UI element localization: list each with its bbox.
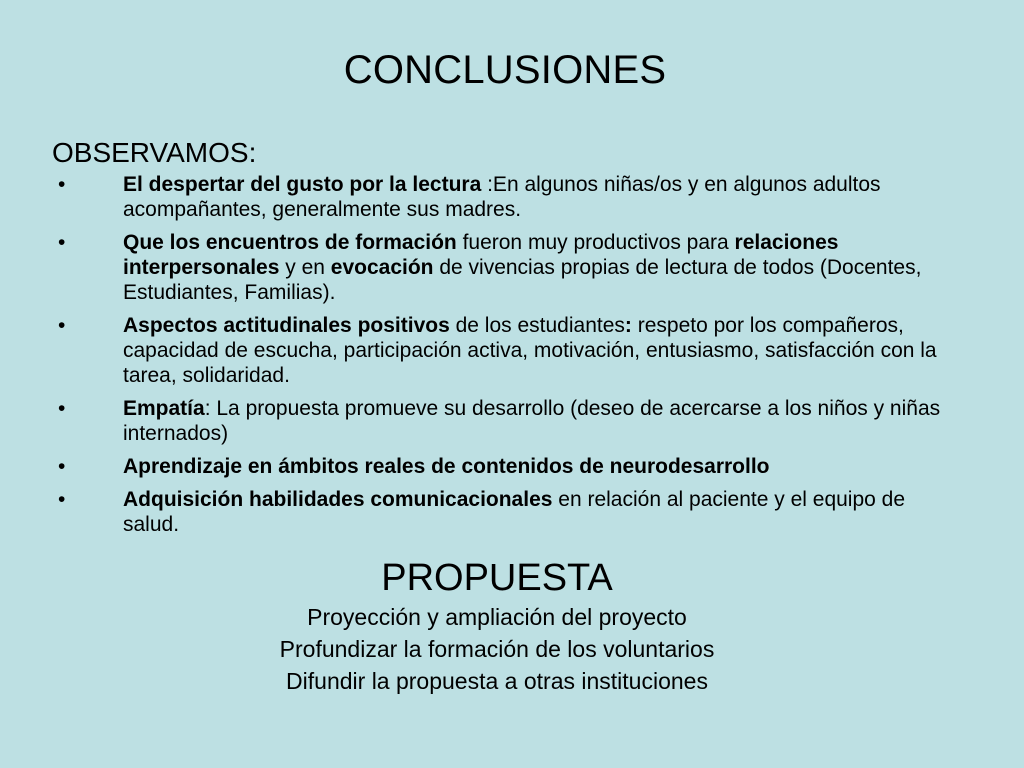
slide-title: CONCLUSIONES bbox=[343, 48, 667, 92]
bullet-icon: • bbox=[58, 314, 66, 337]
bullet-icon: • bbox=[58, 397, 66, 420]
observation-bold-text: Empatía bbox=[123, 397, 205, 420]
observations-list bbox=[52, 172, 952, 545]
observation-bold-text: evocación bbox=[330, 256, 434, 279]
proposal-line: Proyección y ampliación del proyecto bbox=[307, 604, 687, 630]
observation-text: y en bbox=[279, 256, 331, 279]
observation-item bbox=[52, 172, 952, 222]
proposal-title: PROPUESTA bbox=[381, 557, 613, 599]
observation-text: respeto por los compañeros, capacidad de escucha, participación activa, motivación, entusiasmo, satisfacción con la tarea, solidaridad. bbox=[123, 314, 937, 387]
bullet-icon: • bbox=[58, 488, 66, 511]
observation-bold-text: Adquisición habilidades comunicacionales bbox=[123, 488, 553, 511]
proposal-line: Profundizar la formación de los voluntarios bbox=[279, 636, 715, 662]
observation-bold-text: Aprendizaje en ámbitos reales de contenidos de neurodesarrollo bbox=[123, 455, 770, 478]
observation-bold-text: Que los encuentros de formación bbox=[123, 231, 457, 254]
observation-text: :En algunos niñas/os y en algunos adultos acompañantes, generalmente sus madres. bbox=[123, 173, 881, 221]
observation-text: : La propuesta promueve su desarrollo (deseo de acercarse a los niños y niñas internados) bbox=[123, 397, 941, 445]
observation-text: de los estudiantes bbox=[449, 314, 625, 337]
observation-text: fueron muy productivos para bbox=[456, 231, 735, 254]
observation-item bbox=[52, 454, 952, 479]
observation-text: de vivencias propias de lectura de todos (Docentes, Estudiantes, Familias). bbox=[123, 256, 922, 304]
observation-bold-text: relaciones interpersonales bbox=[123, 231, 839, 279]
observation-item bbox=[52, 487, 952, 537]
observation-item bbox=[52, 396, 952, 446]
observation-item bbox=[52, 230, 952, 305]
observation-bold-text: Aspectos actitudinales positivos bbox=[123, 314, 450, 337]
observation-text: en relación al paciente y el equipo de salud. bbox=[123, 488, 906, 536]
observation-bold-text: : bbox=[624, 314, 632, 337]
bullet-icon: • bbox=[58, 455, 66, 478]
observation-bold-text: El despertar del gusto por la lectura bbox=[123, 173, 482, 196]
bullet-icon: • bbox=[58, 173, 66, 196]
bullet-icon: • bbox=[58, 231, 66, 254]
observations-heading: OBSERVAMOS: bbox=[52, 137, 257, 168]
observation-item bbox=[52, 313, 952, 388]
proposal-lines bbox=[0, 601, 994, 697]
proposal-line: Difundir la propuesta a otras instituciones bbox=[286, 668, 708, 694]
